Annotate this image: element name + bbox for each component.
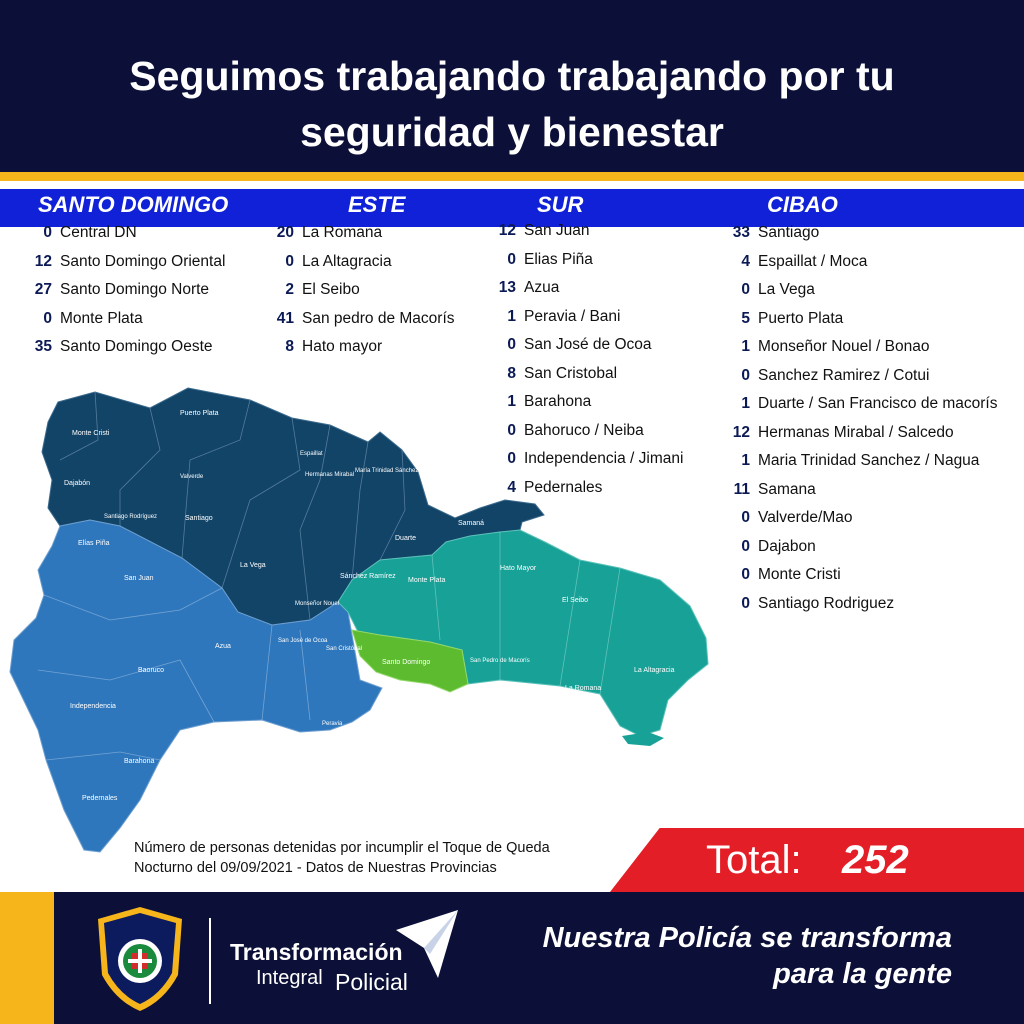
province-name: Monte Cristi bbox=[758, 566, 841, 583]
detainee-count: 0 bbox=[741, 366, 750, 384]
map-label-pedernales: Pedernales bbox=[82, 795, 118, 802]
cibao-list bbox=[728, 224, 998, 623]
footnote-line-2: Nocturno del 09/09/2021 - Datos de Nuestras Provincias bbox=[134, 860, 497, 876]
map-label-elias-pina: Elías Piña bbox=[78, 540, 110, 547]
province-name: El Seibo bbox=[302, 281, 360, 298]
province-name: Elias Piña bbox=[524, 250, 593, 268]
list-item bbox=[728, 509, 998, 538]
detainee-count: 1 bbox=[507, 393, 516, 410]
province-name: Hermanas Mirabal / Salcedo bbox=[758, 423, 954, 441]
detainee-count: 5 bbox=[741, 309, 750, 327]
map-label-peravia: Peravia bbox=[322, 721, 343, 727]
map-label-san-juan: San Juan bbox=[124, 575, 154, 582]
slogan bbox=[543, 920, 952, 992]
map-label-hermanas-mirabal: Hermanas Mirabal bbox=[305, 472, 355, 478]
detainee-count: 0 bbox=[741, 509, 750, 526]
transformacion-text: Transformación bbox=[230, 939, 403, 965]
province-name: La Vega bbox=[758, 281, 815, 298]
detainee-count: 41 bbox=[276, 309, 294, 327]
santo-domingo-list bbox=[30, 224, 225, 367]
list-item bbox=[30, 281, 225, 310]
detainee-count: 0 bbox=[507, 421, 516, 439]
map-label-puerto-plata: Puerto Plata bbox=[180, 410, 219, 417]
map-label-la-altagracia: La Altagracia bbox=[634, 667, 675, 674]
map-label-hato-mayor: Hato Mayor bbox=[500, 565, 537, 572]
map-label-duarte: Duarte bbox=[395, 535, 417, 542]
footnote bbox=[134, 838, 550, 878]
list-item bbox=[728, 566, 998, 595]
list-item bbox=[494, 336, 683, 365]
list-item bbox=[728, 253, 998, 282]
slogan-line-1: Nuestra Policía se transforma bbox=[542, 922, 952, 954]
province-name: Maria Trinidad Sanchez / Nagua bbox=[758, 452, 980, 469]
detainee-count: 4 bbox=[741, 252, 750, 270]
list-item bbox=[494, 251, 683, 280]
total-label: Total: bbox=[706, 838, 802, 882]
detainee-count: 13 bbox=[498, 279, 516, 296]
detainee-count: 1 bbox=[741, 452, 750, 469]
list-item bbox=[494, 308, 683, 337]
total-value: 252 bbox=[842, 838, 909, 882]
list-item bbox=[30, 253, 225, 282]
province-name: Monte Plata bbox=[60, 309, 143, 327]
map-label-san-jose-ocoa: San José de Ocoa bbox=[278, 638, 328, 644]
map-label-san-cristobal: San Cristóbal bbox=[326, 646, 363, 652]
province-name: San José de Ocoa bbox=[524, 336, 652, 353]
map-label-la-romana: La Romana bbox=[565, 685, 602, 692]
este-list bbox=[272, 224, 455, 367]
detainee-count: 0 bbox=[741, 566, 750, 583]
map-island-saona bbox=[622, 732, 664, 746]
map-label-monsenor-nouel: Monseñor Nouel bbox=[295, 601, 340, 607]
detainee-count: 35 bbox=[34, 338, 52, 355]
province-name: Espaillat / Moca bbox=[758, 252, 868, 270]
title-line-2: seguridad y bienestar bbox=[300, 109, 724, 155]
province-name: Barahona bbox=[524, 393, 592, 410]
map-label-monte-plata: Monte Plata bbox=[408, 577, 446, 584]
paper-plane-icon bbox=[394, 908, 460, 980]
list-item bbox=[30, 338, 225, 367]
detainee-count: 2 bbox=[285, 281, 294, 298]
list-item bbox=[728, 395, 998, 424]
province-name: Santo Domingo Oeste bbox=[60, 338, 213, 355]
province-name: Valverde/Mao bbox=[758, 509, 853, 526]
detainee-count: 8 bbox=[507, 364, 516, 382]
province-name: Duarte / San Francisco de macorís bbox=[758, 395, 998, 412]
map-label-santiago: Santiago bbox=[185, 515, 213, 522]
province-name: Santo Domingo Oriental bbox=[60, 252, 226, 270]
list-item bbox=[728, 481, 998, 510]
map-label-espaillat: Espaillat bbox=[300, 451, 323, 457]
detainee-count: 33 bbox=[732, 224, 750, 241]
map-label-samana: Samaná bbox=[458, 520, 485, 527]
region-title-este: ESTE bbox=[348, 192, 406, 217]
list-item bbox=[728, 538, 998, 567]
map-label-santo-domingo: Santo Domingo bbox=[382, 659, 431, 666]
detainee-count: 11 bbox=[733, 480, 750, 498]
list-item bbox=[728, 224, 998, 253]
police-badge-logo bbox=[94, 905, 186, 1013]
detainee-count: 0 bbox=[507, 450, 516, 467]
detainee-count: 0 bbox=[741, 537, 750, 555]
map-label-san-pedro: San Pedro de Macorís bbox=[470, 658, 530, 664]
map-label-baoruco: Baoruco bbox=[138, 667, 165, 674]
detainee-count: 1 bbox=[507, 307, 516, 325]
map-label-azua: Azua bbox=[215, 643, 231, 650]
list-item bbox=[272, 224, 455, 253]
list-item bbox=[728, 310, 998, 339]
map-label-barahona: Barahona bbox=[124, 758, 155, 765]
list-item bbox=[728, 338, 998, 367]
list-item bbox=[728, 452, 998, 481]
province-name: Sanchez Ramirez / Cotui bbox=[758, 366, 930, 384]
map-label-maria-trinidad: María Trinidad Sánchez bbox=[355, 468, 419, 474]
map-region-este bbox=[338, 530, 708, 736]
detainee-count: 0 bbox=[507, 250, 516, 268]
region-title-sur: SUR bbox=[537, 192, 584, 217]
province-name: Monseñor Nouel / Bonao bbox=[758, 338, 930, 355]
map-label-monte-cristi: Monte Cristi bbox=[72, 430, 110, 437]
region-title-cibao: CIBAO bbox=[767, 192, 838, 217]
province-name: San Juan bbox=[524, 222, 590, 239]
detainee-count: 0 bbox=[741, 594, 750, 612]
gold-stripe bbox=[0, 172, 1024, 181]
province-name: Dajabon bbox=[758, 537, 816, 555]
detainee-count: 1 bbox=[741, 395, 750, 412]
total-banner bbox=[610, 828, 1024, 892]
list-item bbox=[728, 595, 998, 624]
province-name: La Romana bbox=[302, 224, 383, 241]
list-item bbox=[494, 222, 683, 251]
detainee-count: 8 bbox=[285, 338, 294, 355]
list-item bbox=[30, 224, 225, 253]
detainee-count: 0 bbox=[43, 224, 52, 241]
map-label-la-vega: La Vega bbox=[240, 562, 266, 569]
province-name: Samana bbox=[758, 480, 816, 498]
detainee-count: 0 bbox=[741, 281, 750, 298]
detainee-count: 0 bbox=[43, 309, 52, 327]
list-item bbox=[272, 253, 455, 282]
policial-text: Policial bbox=[335, 969, 408, 995]
dominican-republic-map bbox=[0, 380, 720, 870]
detainee-count: 0 bbox=[507, 336, 516, 353]
detainee-count: 1 bbox=[741, 338, 750, 355]
list-item bbox=[728, 367, 998, 396]
province-name: Azua bbox=[524, 279, 560, 296]
detainee-count: 12 bbox=[34, 252, 52, 270]
map-label-dajabon: Dajabón bbox=[64, 480, 91, 487]
title-line-1: Seguimos trabajando trabajando por tu bbox=[129, 53, 895, 99]
list-item bbox=[494, 279, 683, 308]
province-name: Santiago Rodriguez bbox=[758, 594, 895, 612]
list-item bbox=[728, 281, 998, 310]
province-name: La Altagracia bbox=[302, 252, 392, 270]
map-label-sanchez-ramirez: Sánchez Ramírez bbox=[340, 573, 396, 580]
list-item bbox=[30, 310, 225, 339]
detainee-count: 27 bbox=[34, 281, 52, 298]
detainee-count: 12 bbox=[498, 222, 516, 239]
list-item bbox=[272, 310, 455, 339]
footer-gold-bar bbox=[0, 892, 54, 1024]
province-name: Independencia / Jimani bbox=[524, 450, 684, 467]
map-label-santiago-rodriguez: Santiago Rodríguez bbox=[104, 514, 158, 520]
list-item bbox=[272, 338, 455, 367]
list-item bbox=[272, 281, 455, 310]
detainee-count: 0 bbox=[285, 252, 294, 270]
province-name: Hato mayor bbox=[302, 338, 383, 355]
detainee-count: 12 bbox=[732, 423, 750, 441]
region-title-santo-domingo: SANTO DOMINGO bbox=[38, 192, 229, 217]
footnote-line-1: Número de personas detenidas por incumplir el Toque de Queda bbox=[134, 840, 550, 856]
page-title bbox=[0, 48, 1024, 160]
province-name: Peravia / Bani bbox=[524, 307, 621, 325]
province-name: Puerto Plata bbox=[758, 309, 844, 327]
province-name: Pedernales bbox=[524, 478, 603, 496]
detainee-count: 4 bbox=[507, 478, 516, 496]
footer-divider bbox=[209, 918, 211, 1004]
map-label-valverde: Valverde bbox=[180, 474, 204, 480]
province-name: San pedro de Macorís bbox=[302, 309, 455, 327]
province-name: Central DN bbox=[60, 224, 137, 241]
integral-text: Integral bbox=[256, 967, 323, 989]
list-item bbox=[728, 424, 998, 453]
slogan-line-2: para la gente bbox=[773, 958, 952, 990]
province-name: San Cristobal bbox=[524, 364, 618, 382]
map-label-independencia: Independencia bbox=[70, 703, 116, 710]
province-name: Santiago bbox=[758, 224, 820, 241]
province-name: Bahoruco / Neiba bbox=[524, 421, 644, 439]
map-label-el-seibo: El Seibo bbox=[562, 597, 589, 604]
province-name: Santo Domingo Norte bbox=[60, 281, 210, 298]
detainee-count: 20 bbox=[276, 224, 294, 241]
